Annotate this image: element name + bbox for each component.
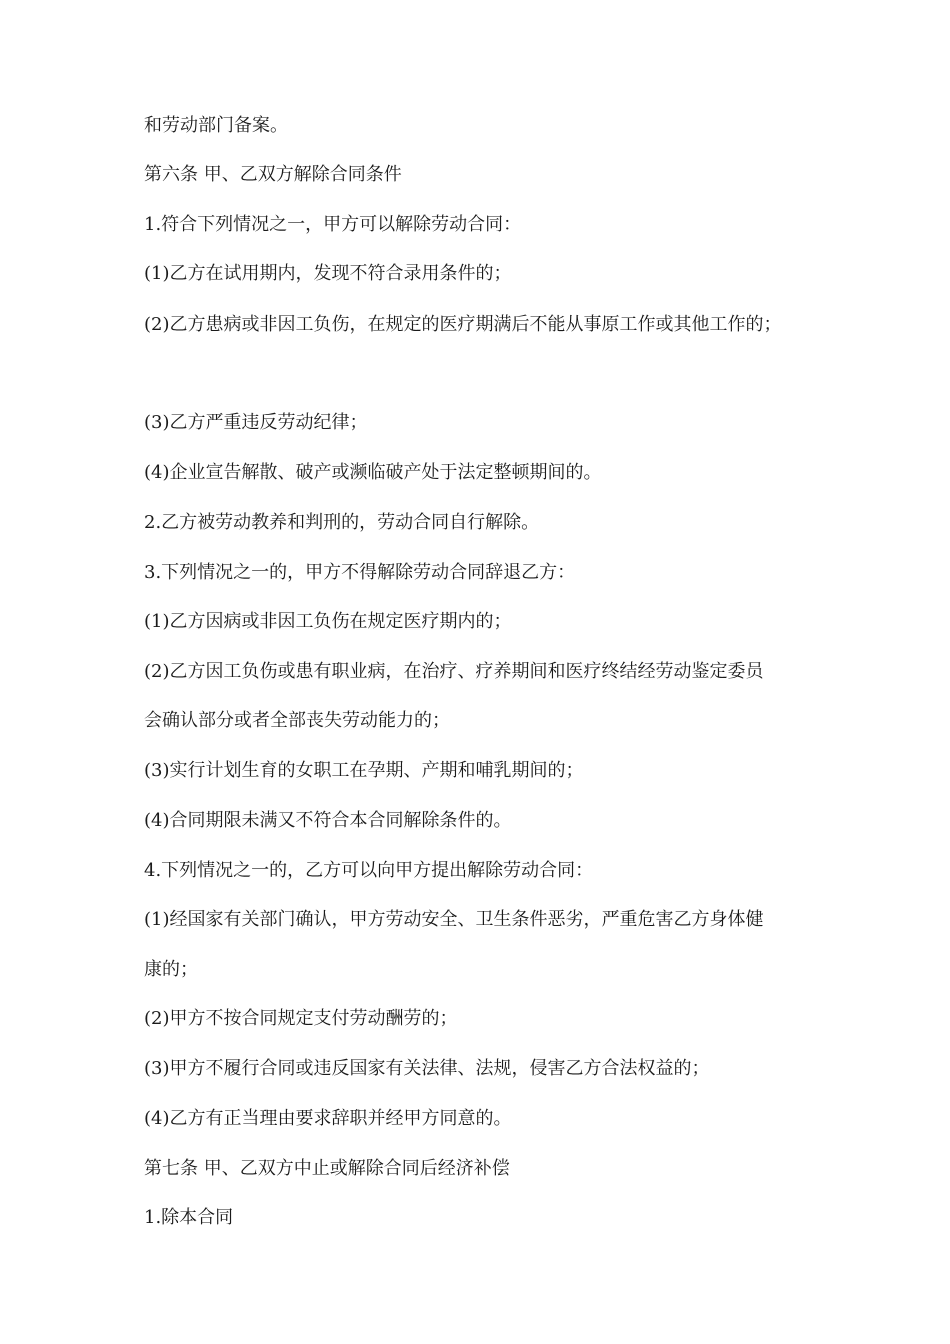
text-line: 和劳动部门备案。 [144,115,288,136]
text-line: (2)乙方因工负伤或患有职业病，在治疗、疗养期间和医疗终结经劳动鉴定委员 [144,661,764,682]
text-line: (3)甲方不履行合同或违反国家有关法律、法规，侵害乙方合法权益的； [144,1058,710,1079]
text-line: 康的； [144,959,198,980]
text-line: (1)乙方在试用期内，发现不符合录用条件的； [144,263,512,284]
text-line: (1)乙方因病或非因工负伤在规定医疗期内的； [144,611,512,632]
text-line: (3)乙方严重违反劳动纪律； [144,412,368,433]
text-line: 3.下列情况之一的，甲方不得解除劳动合同辞退乙方： [144,562,576,583]
section-heading: 第七条 甲、乙双方中止或解除合同后经济补偿 [144,1158,510,1179]
text-line: (4)乙方有正当理由要求辞职并经甲方同意的。 [144,1108,512,1129]
text-line: 会确认部分或者全部丧失劳动能力的； [144,710,450,731]
text-line: (4)合同期限未满又不符合本合同解除条件的。 [144,810,512,831]
text-line: (2)乙方患病或非因工负伤，在规定的医疗期满后不能从事原工作或其他工作的； [144,314,782,335]
text-line: (1)经国家有关部门确认，甲方劳动安全、卫生条件恶劣，严重危害乙方身体健 [144,909,764,930]
section-heading: 第六条 甲、乙双方解除合同条件 [144,164,402,185]
text-line: (4)企业宣告解散、破产或濒临破产处于法定整顿期间的。 [144,462,602,483]
text-line: 1.除本合同 [144,1207,234,1228]
text-line: (3)实行计划生育的女职工在孕期、产期和哺乳期间的； [144,760,584,781]
text-line: 1.符合下列情况之一，甲方可以解除劳动合同： [144,214,522,235]
text-line: (2)甲方不按合同规定支付劳动酬劳的； [144,1008,458,1029]
text-line: 2.乙方被劳动教养和判刑的，劳动合同自行解除。 [144,512,540,533]
text-line: 4.下列情况之一的，乙方可以向甲方提出解除劳动合同： [144,860,594,881]
